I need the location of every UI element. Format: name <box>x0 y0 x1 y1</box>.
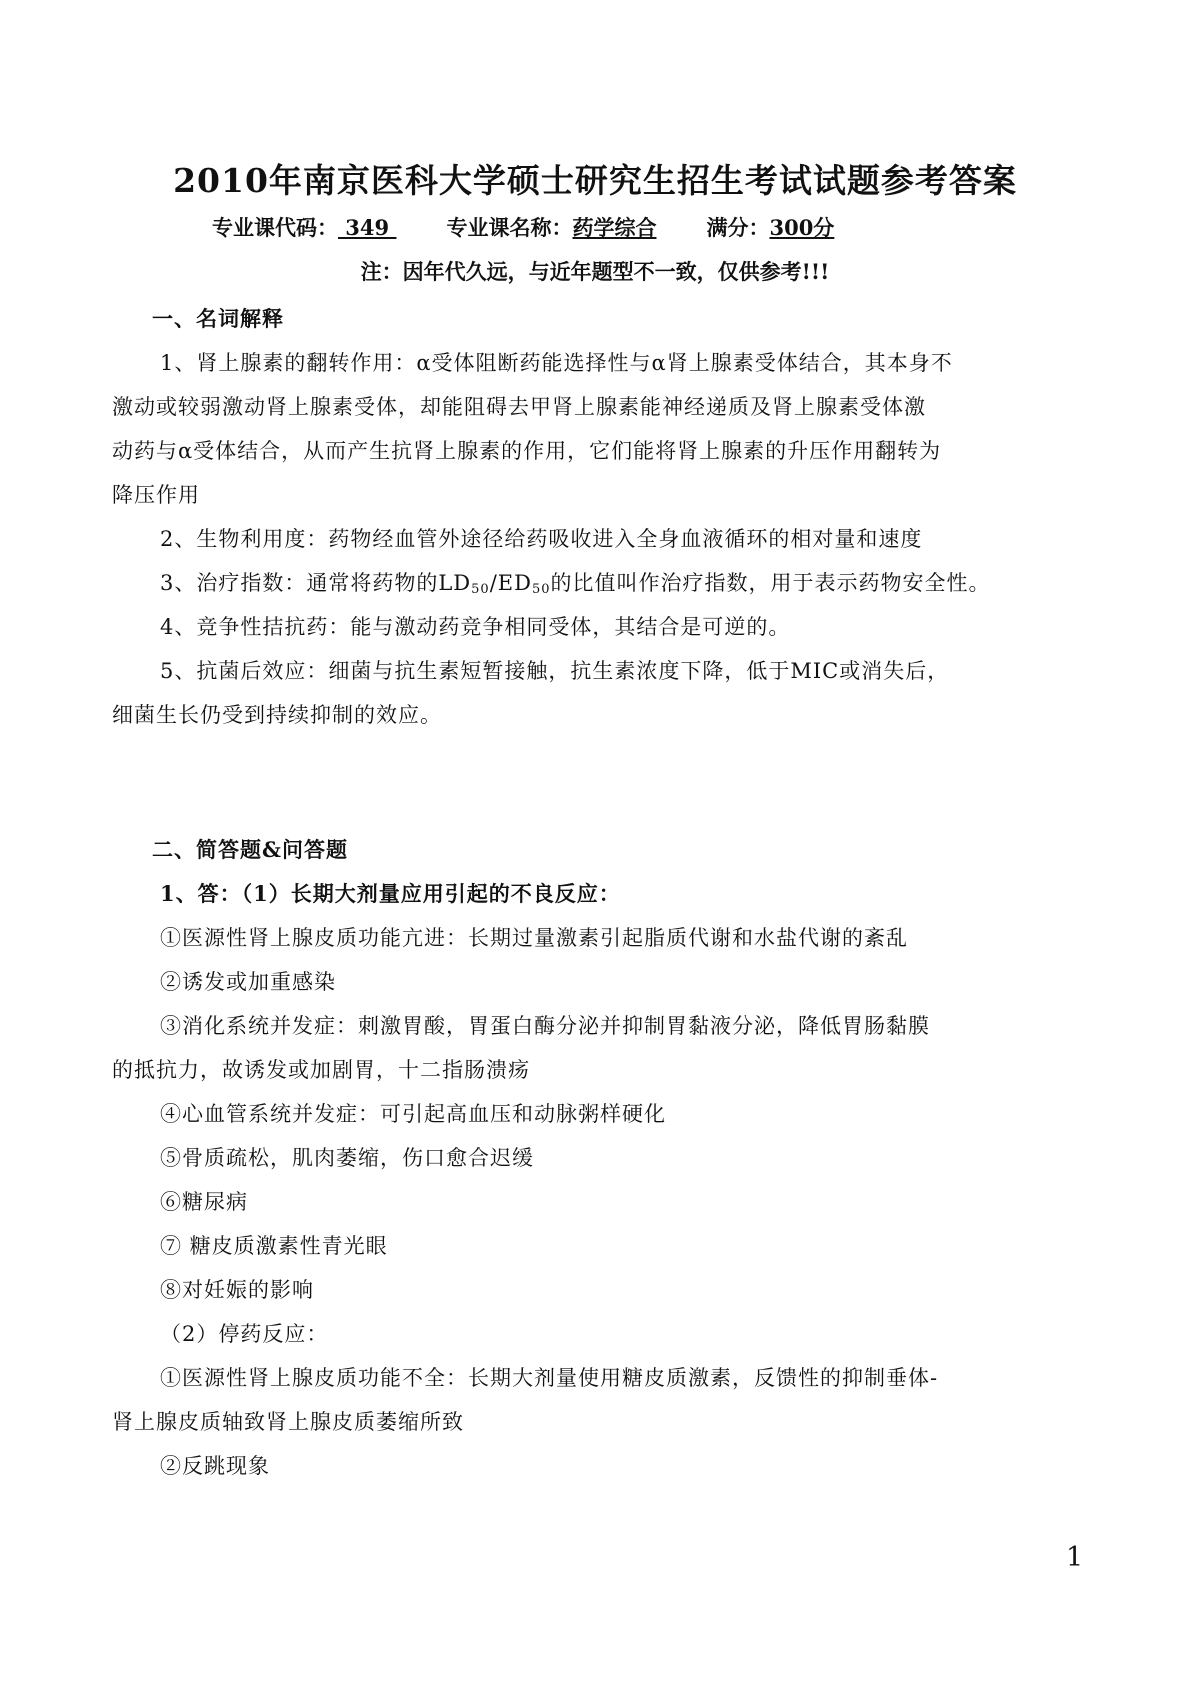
document-title: 2010年南京医科大学硕士研究生招生考试试题参考答案 <box>173 161 1017 200</box>
course-code: 349 <box>338 215 397 240</box>
item-3 <box>112 561 1052 605</box>
section-heading: 二、简答题&问答题 <box>152 837 348 862</box>
code-label: 专业课代码： <box>212 215 338 240</box>
course-name: 药学综合 <box>572 215 657 240</box>
document-body <box>112 297 1052 1488</box>
item-1-line: 降压作用 <box>112 483 200 507</box>
subscript: 50 <box>471 582 490 597</box>
full-score: 300分 <box>769 215 835 240</box>
item-5-line: 5、抗菌后效应：细菌与抗生素短暂接触，抗生素浓度下降，低于MIC或消失后， <box>160 659 950 683</box>
answer-line: 肾上腺皮质轴致肾上腺皮质萎缩所致 <box>112 1410 464 1434</box>
answer-line: ⑥糖尿病 <box>160 1190 248 1214</box>
score-label: 满分： <box>706 215 770 240</box>
name-label: 专业课名称： <box>446 215 573 240</box>
section-heading: 一、名词解释 <box>152 306 284 331</box>
answer-line: 1、答：（1）长期大剂量应用引起的不良反应： <box>160 881 621 906</box>
answer-line: ②诱发或加重感染 <box>160 970 336 994</box>
item-4: 4、竞争性拮抗药：能与激动药竞争相同受体，其结合是可逆的。 <box>160 615 791 639</box>
item-1-line: 1、肾上腺素的翻转作用：α受体阻断药能选择性与α肾上腺素受体结合，其本身不 <box>160 351 953 375</box>
answer-line: ⑧对妊娠的影响 <box>160 1278 314 1302</box>
item-5-line: 细菌生长仍受到持续抑制的效应。 <box>112 703 442 727</box>
course-info <box>212 212 834 242</box>
answer-line: ①医源性肾上腺皮质功能不全：长期大剂量使用糖皮质激素，反馈性的抑制垂体- <box>160 1366 939 1390</box>
answer-line: ④心血管系统并发症：可引起高血压和动脉粥样硬化 <box>160 1102 666 1126</box>
answer-line: ②反跳现象 <box>160 1454 270 1478</box>
subscript: 50 <box>531 582 551 597</box>
item-2: 2、生物利用度：药物经血管外途径给药吸收进入全身血液循环的相对量和速度 <box>160 527 923 551</box>
answer-line: ⑦ 糖皮质激素性青光眼 <box>160 1234 388 1258</box>
item-1-line: 动药与α受体结合，从而产生抗肾上腺素的作用，它们能将肾上腺素的升压作用翻转为 <box>112 439 942 463</box>
answer-line: （2）停药反应： <box>160 1322 329 1346</box>
answer-line: ⑤骨质疏松，肌肉萎缩，伤口愈合迟缓 <box>160 1146 534 1170</box>
answer-line: ①医源性肾上腺皮质功能亢进：长期过量激素引起脂质代谢和水盐代谢的紊乱 <box>160 926 908 950</box>
answer-line: ③消化系统并发症：刺激胃酸，胃蛋白酶分泌并抑制胃黏液分泌，降低胃肠黏膜 <box>160 1014 930 1038</box>
text: 的比值叫作治疗指数，用于表示药物安全性。 <box>550 571 991 595</box>
page-number: 1 <box>1066 1542 1084 1573</box>
text: /ED <box>489 571 532 595</box>
note: 注：因年代久远，与近年题型不一致，仅供参考!!! <box>360 259 830 284</box>
item-1-line: 激动或较弱激动肾上腺素受体，却能阻碍去甲肾上腺素能神经递质及肾上腺素受体激 <box>112 395 926 419</box>
answer-line: 的抵抗力，故诱发或加剧胃，十二指肠溃疡 <box>112 1058 530 1082</box>
text: 3、治疗指数：通常将药物的LD <box>160 571 472 595</box>
